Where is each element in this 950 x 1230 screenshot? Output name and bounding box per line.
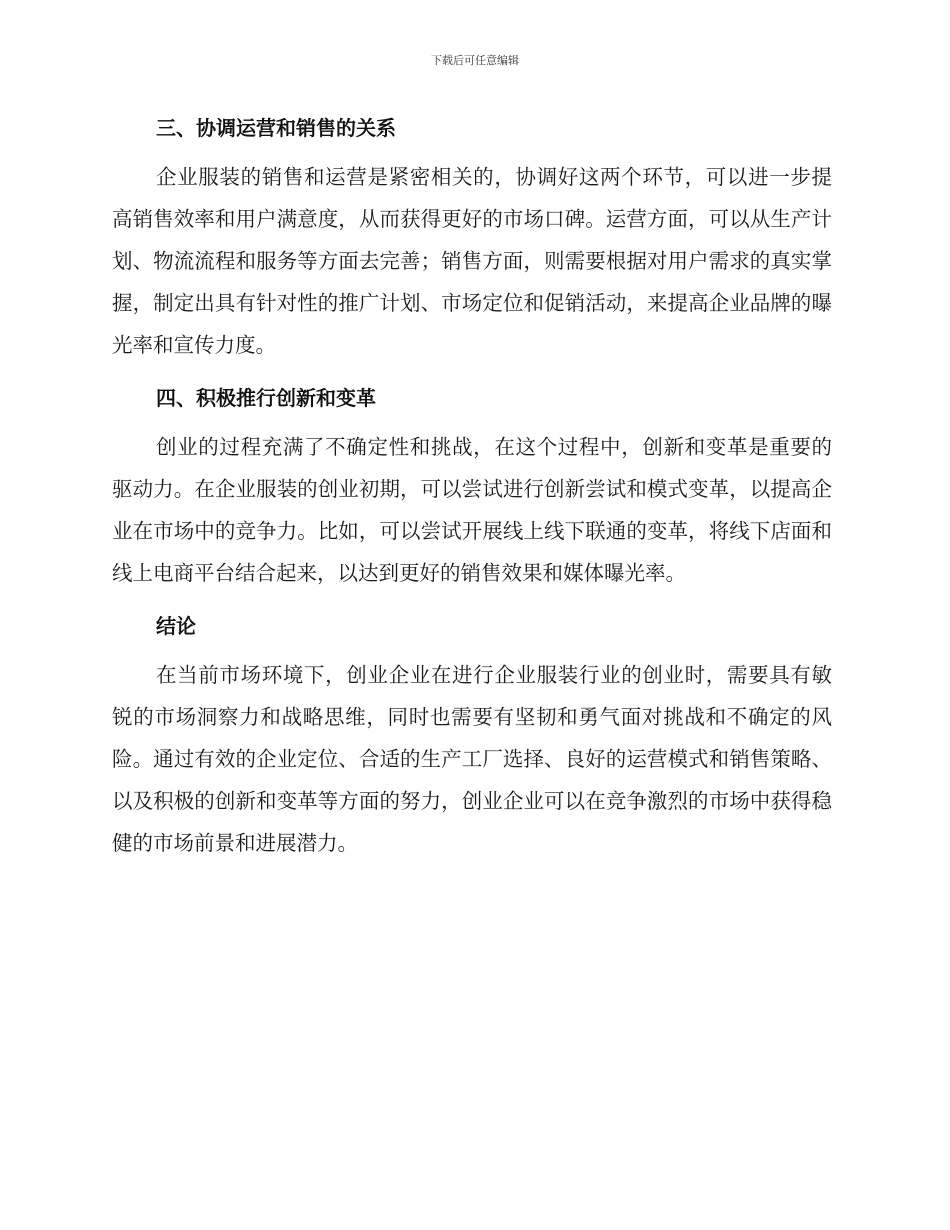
section-heading-innovation: 四、积极推行创新和变革 bbox=[156, 386, 376, 410]
section-paragraph-coordination: 企业服装的销售和运营是紧密相关的，协调好这两个环节，可以进一步提高销售效率和用户满意度，从而获得更好的市场口碑。运营方面，可以从生产计划、物流流程和服务等方面去完善；销售方面，则需要根据对用户需求的真实掌握，制定出具有针对性的推广计划、市场定位和促销活动，来提高企业品牌的曝光率和宣传力度。 bbox=[112, 165, 832, 357]
section-heading-coordination: 三、协调运营和销售的关系 bbox=[156, 116, 396, 140]
section-paragraph-conclusion: 在当前市场环境下，创业企业在进行企业服装行业的创业时，需要具有敏锐的市场洞察力和战略思维，同时也需要有坚韧和勇气面对挑战和不确定的风险。通过有效的企业定位、合适的生产工厂选择、良好的运营模式和销售策略、以及积极的创新和变革等方面的努力，创业企业可以在竞争激烈的市场中获得稳健的市场前景和进展潜力。 bbox=[112, 663, 832, 855]
document-body bbox=[112, 108, 832, 876]
section-heading-conclusion: 结论 bbox=[156, 614, 196, 638]
header-note: 下载后可任意编辑 bbox=[431, 54, 519, 67]
section-paragraph-innovation: 创业的过程充满了不确定性和挑战，在这个过程中，创新和变革是重要的驱动力。在企业服装的创业初期，可以尝试进行创新尝试和模式变革，以提高企业在市场中的竞争力。比如，可以尝试开展线上线下联通的变革，将线下店面和线上电商平台结合起来，以达到更好的销售效果和媒体曝光率。 bbox=[112, 435, 832, 585]
